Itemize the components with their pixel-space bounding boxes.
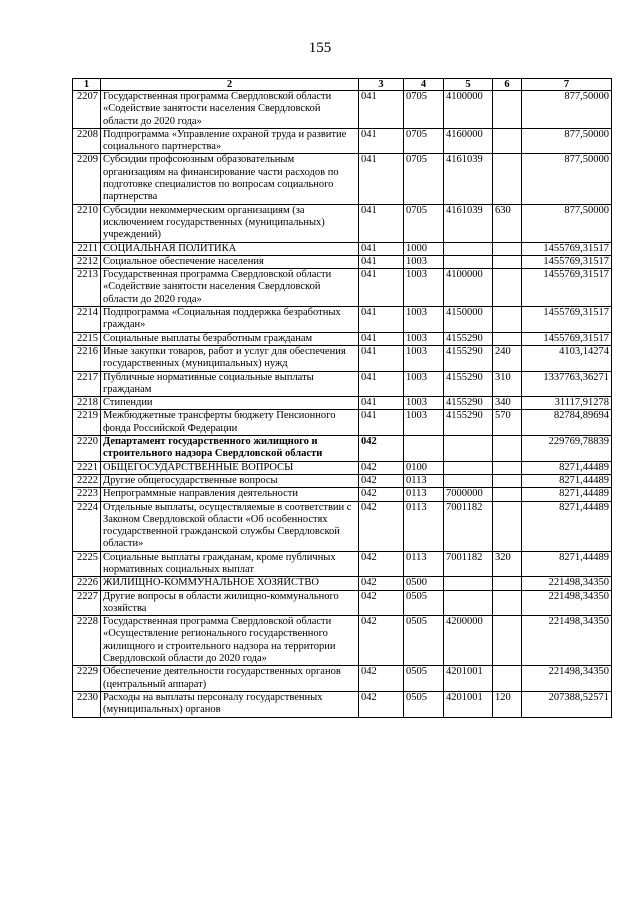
ministry-code: 042 bbox=[359, 474, 404, 487]
row-number: 2217 bbox=[73, 371, 101, 397]
row-amount: 207388,52571 bbox=[522, 691, 612, 717]
table-row bbox=[73, 269, 612, 307]
target-article-code: 4201001 bbox=[444, 691, 493, 717]
table-row bbox=[73, 577, 612, 590]
row-number: 2221 bbox=[73, 461, 101, 474]
row-number: 2219 bbox=[73, 410, 101, 436]
row-number: 2214 bbox=[73, 307, 101, 333]
section-code: 0505 bbox=[404, 590, 444, 616]
ministry-code: 041 bbox=[359, 397, 404, 410]
row-number: 2229 bbox=[73, 666, 101, 692]
table-row bbox=[73, 590, 612, 616]
expense-type-code bbox=[493, 332, 522, 345]
table-row bbox=[73, 242, 612, 255]
section-code: 1003 bbox=[404, 332, 444, 345]
section-code: 1003 bbox=[404, 255, 444, 268]
row-amount: 1337763,36271 bbox=[522, 371, 612, 397]
row-name: Социальное обеспечение населения bbox=[101, 255, 359, 268]
target-article-code: 4155290 bbox=[444, 345, 493, 371]
target-article-code: 7000000 bbox=[444, 488, 493, 501]
expense-type-code: 340 bbox=[493, 397, 522, 410]
row-number: 2225 bbox=[73, 551, 101, 577]
row-name: Обеспечение деятельности государственных органов (центральный аппарат) bbox=[101, 666, 359, 692]
row-amount: 8271,44489 bbox=[522, 501, 612, 551]
table-row bbox=[73, 691, 612, 717]
section-code: 1003 bbox=[404, 397, 444, 410]
row-amount: 4103,14274 bbox=[522, 345, 612, 371]
ministry-code: 042 bbox=[359, 551, 404, 577]
target-article-code bbox=[444, 242, 493, 255]
table-row bbox=[73, 397, 612, 410]
ministry-code: 042 bbox=[359, 488, 404, 501]
ministry-code: 041 bbox=[359, 345, 404, 371]
target-article-code: 4100000 bbox=[444, 91, 493, 129]
table-row bbox=[73, 461, 612, 474]
row-number: 2220 bbox=[73, 436, 101, 462]
row-number: 2208 bbox=[73, 128, 101, 154]
expense-type-code: 630 bbox=[493, 204, 522, 242]
table-body bbox=[73, 91, 612, 718]
ministry-code: 041 bbox=[359, 91, 404, 129]
row-number: 2230 bbox=[73, 691, 101, 717]
section-code: 0113 bbox=[404, 501, 444, 551]
row-amount: 31117,91278 bbox=[522, 397, 612, 410]
row-name: Другие вопросы в области жилищно-коммунального хозяйства bbox=[101, 590, 359, 616]
section-code: 1003 bbox=[404, 410, 444, 436]
row-name: Стипендии bbox=[101, 397, 359, 410]
table-row bbox=[73, 501, 612, 551]
row-name: СОЦИАЛЬНАЯ ПОЛИТИКА bbox=[101, 242, 359, 255]
ministry-code: 041 bbox=[359, 255, 404, 268]
section-code: 0113 bbox=[404, 488, 444, 501]
table-row bbox=[73, 410, 612, 436]
row-amount: 877,50000 bbox=[522, 128, 612, 154]
table-row bbox=[73, 255, 612, 268]
row-name: Государственная программа Свердловской области «Осуществление регионального государственного жилищного и строительного надзора на территории Свердловской области до 2020 года» bbox=[101, 616, 359, 666]
row-amount: 82784,89694 bbox=[522, 410, 612, 436]
row-number: 2209 bbox=[73, 154, 101, 204]
ministry-code: 042 bbox=[359, 590, 404, 616]
table-row bbox=[73, 666, 612, 692]
row-amount: 221498,34350 bbox=[522, 616, 612, 666]
row-amount: 1455769,31517 bbox=[522, 242, 612, 255]
row-name: Иные закупки товаров, работ и услуг для обеспечения государственных (муниципальных) нужд bbox=[101, 345, 359, 371]
expense-type-code: 310 bbox=[493, 371, 522, 397]
target-article-code bbox=[444, 461, 493, 474]
expense-type-code: 120 bbox=[493, 691, 522, 717]
expense-type-code bbox=[493, 154, 522, 204]
row-name: Социальные выплаты гражданам, кроме публичных нормативных социальных выплат bbox=[101, 551, 359, 577]
target-article-code: 4200000 bbox=[444, 616, 493, 666]
row-amount: 8271,44489 bbox=[522, 461, 612, 474]
expense-type-code bbox=[493, 255, 522, 268]
row-amount: 877,50000 bbox=[522, 154, 612, 204]
target-article-code: 4155290 bbox=[444, 371, 493, 397]
target-article-code bbox=[444, 474, 493, 487]
table-row bbox=[73, 154, 612, 204]
target-article-code: 7001182 bbox=[444, 551, 493, 577]
section-code: 0705 bbox=[404, 91, 444, 129]
row-amount: 221498,34350 bbox=[522, 666, 612, 692]
row-amount: 8271,44489 bbox=[522, 474, 612, 487]
ministry-code: 041 bbox=[359, 410, 404, 436]
table-row bbox=[73, 91, 612, 129]
column-header: 4 bbox=[404, 79, 444, 91]
section-code: 0500 bbox=[404, 577, 444, 590]
row-name: Межбюджетные трансферты бюджету Пенсионного фонда Российской Федерации bbox=[101, 410, 359, 436]
expense-type-code bbox=[493, 461, 522, 474]
target-article-code: 4161039 bbox=[444, 154, 493, 204]
row-amount: 1455769,31517 bbox=[522, 269, 612, 307]
row-number: 2227 bbox=[73, 590, 101, 616]
ministry-code: 042 bbox=[359, 691, 404, 717]
section-code: 0505 bbox=[404, 691, 444, 717]
row-amount: 1455769,31517 bbox=[522, 332, 612, 345]
target-article-code bbox=[444, 255, 493, 268]
table-header-row bbox=[73, 79, 612, 91]
column-header: 2 bbox=[101, 79, 359, 91]
ministry-code: 041 bbox=[359, 242, 404, 255]
row-name: ОБЩЕГОСУДАРСТВЕННЫЕ ВОПРОСЫ bbox=[101, 461, 359, 474]
target-article-code bbox=[444, 590, 493, 616]
target-article-code: 4161039 bbox=[444, 204, 493, 242]
row-number: 2224 bbox=[73, 501, 101, 551]
table-row bbox=[73, 474, 612, 487]
section-code: 1003 bbox=[404, 269, 444, 307]
row-number: 2207 bbox=[73, 91, 101, 129]
row-name: Расходы на выплаты персоналу государственных (муниципальных) органов bbox=[101, 691, 359, 717]
row-name: Социальные выплаты безработным гражданам bbox=[101, 332, 359, 345]
row-name: Отдельные выплаты, осуществляемые в соответствии с Законом Свердловской области «Об особенностях государственной гражданской службы Свердловской области» bbox=[101, 501, 359, 551]
row-name: Другие общегосударственные вопросы bbox=[101, 474, 359, 487]
row-name: Государственная программа Свердловской области «Содействие занятости населения Свердловской области до 2020 года» bbox=[101, 91, 359, 129]
column-header: 6 bbox=[493, 79, 522, 91]
row-amount: 1455769,31517 bbox=[522, 255, 612, 268]
row-name: Департамент государственного жилищного и строительного надзора Свердловской области bbox=[101, 436, 359, 462]
target-article-code: 4150000 bbox=[444, 307, 493, 333]
row-name: Подпрограмма «Управление охраной труда и развитие социального партнерства» bbox=[101, 128, 359, 154]
section-code: 0100 bbox=[404, 461, 444, 474]
column-header: 3 bbox=[359, 79, 404, 91]
row-name: Государственная программа Свердловской области «Содействие занятости населения Свердловской области до 2020 года» bbox=[101, 269, 359, 307]
expense-type-code bbox=[493, 128, 522, 154]
ministry-code: 042 bbox=[359, 666, 404, 692]
ministry-code: 042 bbox=[359, 461, 404, 474]
table-row bbox=[73, 204, 612, 242]
column-header: 5 bbox=[444, 79, 493, 91]
section-code: 0705 bbox=[404, 204, 444, 242]
table-row bbox=[73, 616, 612, 666]
ministry-code: 042 bbox=[359, 436, 404, 462]
section-code: 0505 bbox=[404, 616, 444, 666]
ministry-code: 041 bbox=[359, 371, 404, 397]
expense-type-code bbox=[493, 474, 522, 487]
expense-type-code bbox=[493, 616, 522, 666]
expense-type-code bbox=[493, 307, 522, 333]
section-code: 0113 bbox=[404, 551, 444, 577]
row-amount: 221498,34350 bbox=[522, 590, 612, 616]
target-article-code: 4155290 bbox=[444, 332, 493, 345]
target-article-code: 4155290 bbox=[444, 410, 493, 436]
expense-type-code bbox=[493, 242, 522, 255]
expense-type-code bbox=[493, 577, 522, 590]
ministry-code: 042 bbox=[359, 501, 404, 551]
row-name: Публичные нормативные социальные выплаты гражданам bbox=[101, 371, 359, 397]
section-code: 0113 bbox=[404, 474, 444, 487]
row-number: 2228 bbox=[73, 616, 101, 666]
row-amount: 229769,78839 bbox=[522, 436, 612, 462]
row-name: Субсидии некоммерческим организациям (за исключением государственных (муниципальных) учреждений) bbox=[101, 204, 359, 242]
target-article-code: 4160000 bbox=[444, 128, 493, 154]
ministry-code: 042 bbox=[359, 616, 404, 666]
row-number: 2218 bbox=[73, 397, 101, 410]
section-code: 0705 bbox=[404, 128, 444, 154]
expense-type-code bbox=[493, 436, 522, 462]
row-name: Непрограммные направления деятельности bbox=[101, 488, 359, 501]
row-number: 2222 bbox=[73, 474, 101, 487]
ministry-code: 041 bbox=[359, 128, 404, 154]
expense-type-code: 240 bbox=[493, 345, 522, 371]
section-code: 0505 bbox=[404, 666, 444, 692]
target-article-code bbox=[444, 436, 493, 462]
row-amount: 1455769,31517 bbox=[522, 307, 612, 333]
expense-type-code: 320 bbox=[493, 551, 522, 577]
expense-type-code bbox=[493, 488, 522, 501]
table-row bbox=[73, 436, 612, 462]
table-row bbox=[73, 128, 612, 154]
budget-table bbox=[72, 78, 612, 718]
section-code: 1003 bbox=[404, 345, 444, 371]
section-code: 1003 bbox=[404, 371, 444, 397]
row-name: ЖИЛИЩНО-КОММУНАЛЬНОЕ ХОЗЯЙСТВО bbox=[101, 577, 359, 590]
expense-type-code bbox=[493, 269, 522, 307]
row-number: 2215 bbox=[73, 332, 101, 345]
row-name: Субсидии профсоюзным образовательным организациям на финансирование части расходов по подготовке специалистов по вопросам социального партнерства bbox=[101, 154, 359, 204]
row-number: 2216 bbox=[73, 345, 101, 371]
target-article-code: 4155290 bbox=[444, 397, 493, 410]
row-amount: 8271,44489 bbox=[522, 488, 612, 501]
ministry-code: 042 bbox=[359, 577, 404, 590]
ministry-code: 041 bbox=[359, 154, 404, 204]
row-name: Подпрограмма «Социальная поддержка безработных граждан» bbox=[101, 307, 359, 333]
expense-type-code bbox=[493, 501, 522, 551]
table-row bbox=[73, 488, 612, 501]
row-number: 2210 bbox=[73, 204, 101, 242]
expense-type-code bbox=[493, 91, 522, 129]
row-number: 2213 bbox=[73, 269, 101, 307]
page-number: 155 bbox=[308, 40, 332, 56]
expense-type-code bbox=[493, 590, 522, 616]
target-article-code: 4100000 bbox=[444, 269, 493, 307]
row-amount: 877,50000 bbox=[522, 91, 612, 129]
table-row bbox=[73, 307, 612, 333]
target-article-code: 7001182 bbox=[444, 501, 493, 551]
ministry-code: 041 bbox=[359, 332, 404, 345]
row-number: 2212 bbox=[73, 255, 101, 268]
target-article-code bbox=[444, 577, 493, 590]
section-code bbox=[404, 436, 444, 462]
ministry-code: 041 bbox=[359, 307, 404, 333]
ministry-code: 041 bbox=[359, 204, 404, 242]
row-amount: 221498,34350 bbox=[522, 577, 612, 590]
target-article-code: 4201001 bbox=[444, 666, 493, 692]
row-amount: 877,50000 bbox=[522, 204, 612, 242]
section-code: 1003 bbox=[404, 307, 444, 333]
row-amount: 8271,44489 bbox=[522, 551, 612, 577]
row-number: 2223 bbox=[73, 488, 101, 501]
row-number: 2226 bbox=[73, 577, 101, 590]
table-row bbox=[73, 345, 612, 371]
table-row bbox=[73, 332, 612, 345]
column-header: 1 bbox=[73, 79, 101, 91]
section-code: 0705 bbox=[404, 154, 444, 204]
section-code: 1000 bbox=[404, 242, 444, 255]
expense-type-code bbox=[493, 666, 522, 692]
table-row bbox=[73, 371, 612, 397]
column-header: 7 bbox=[522, 79, 612, 91]
ministry-code: 041 bbox=[359, 269, 404, 307]
row-number: 2211 bbox=[73, 242, 101, 255]
table-row bbox=[73, 551, 612, 577]
expense-type-code: 570 bbox=[493, 410, 522, 436]
